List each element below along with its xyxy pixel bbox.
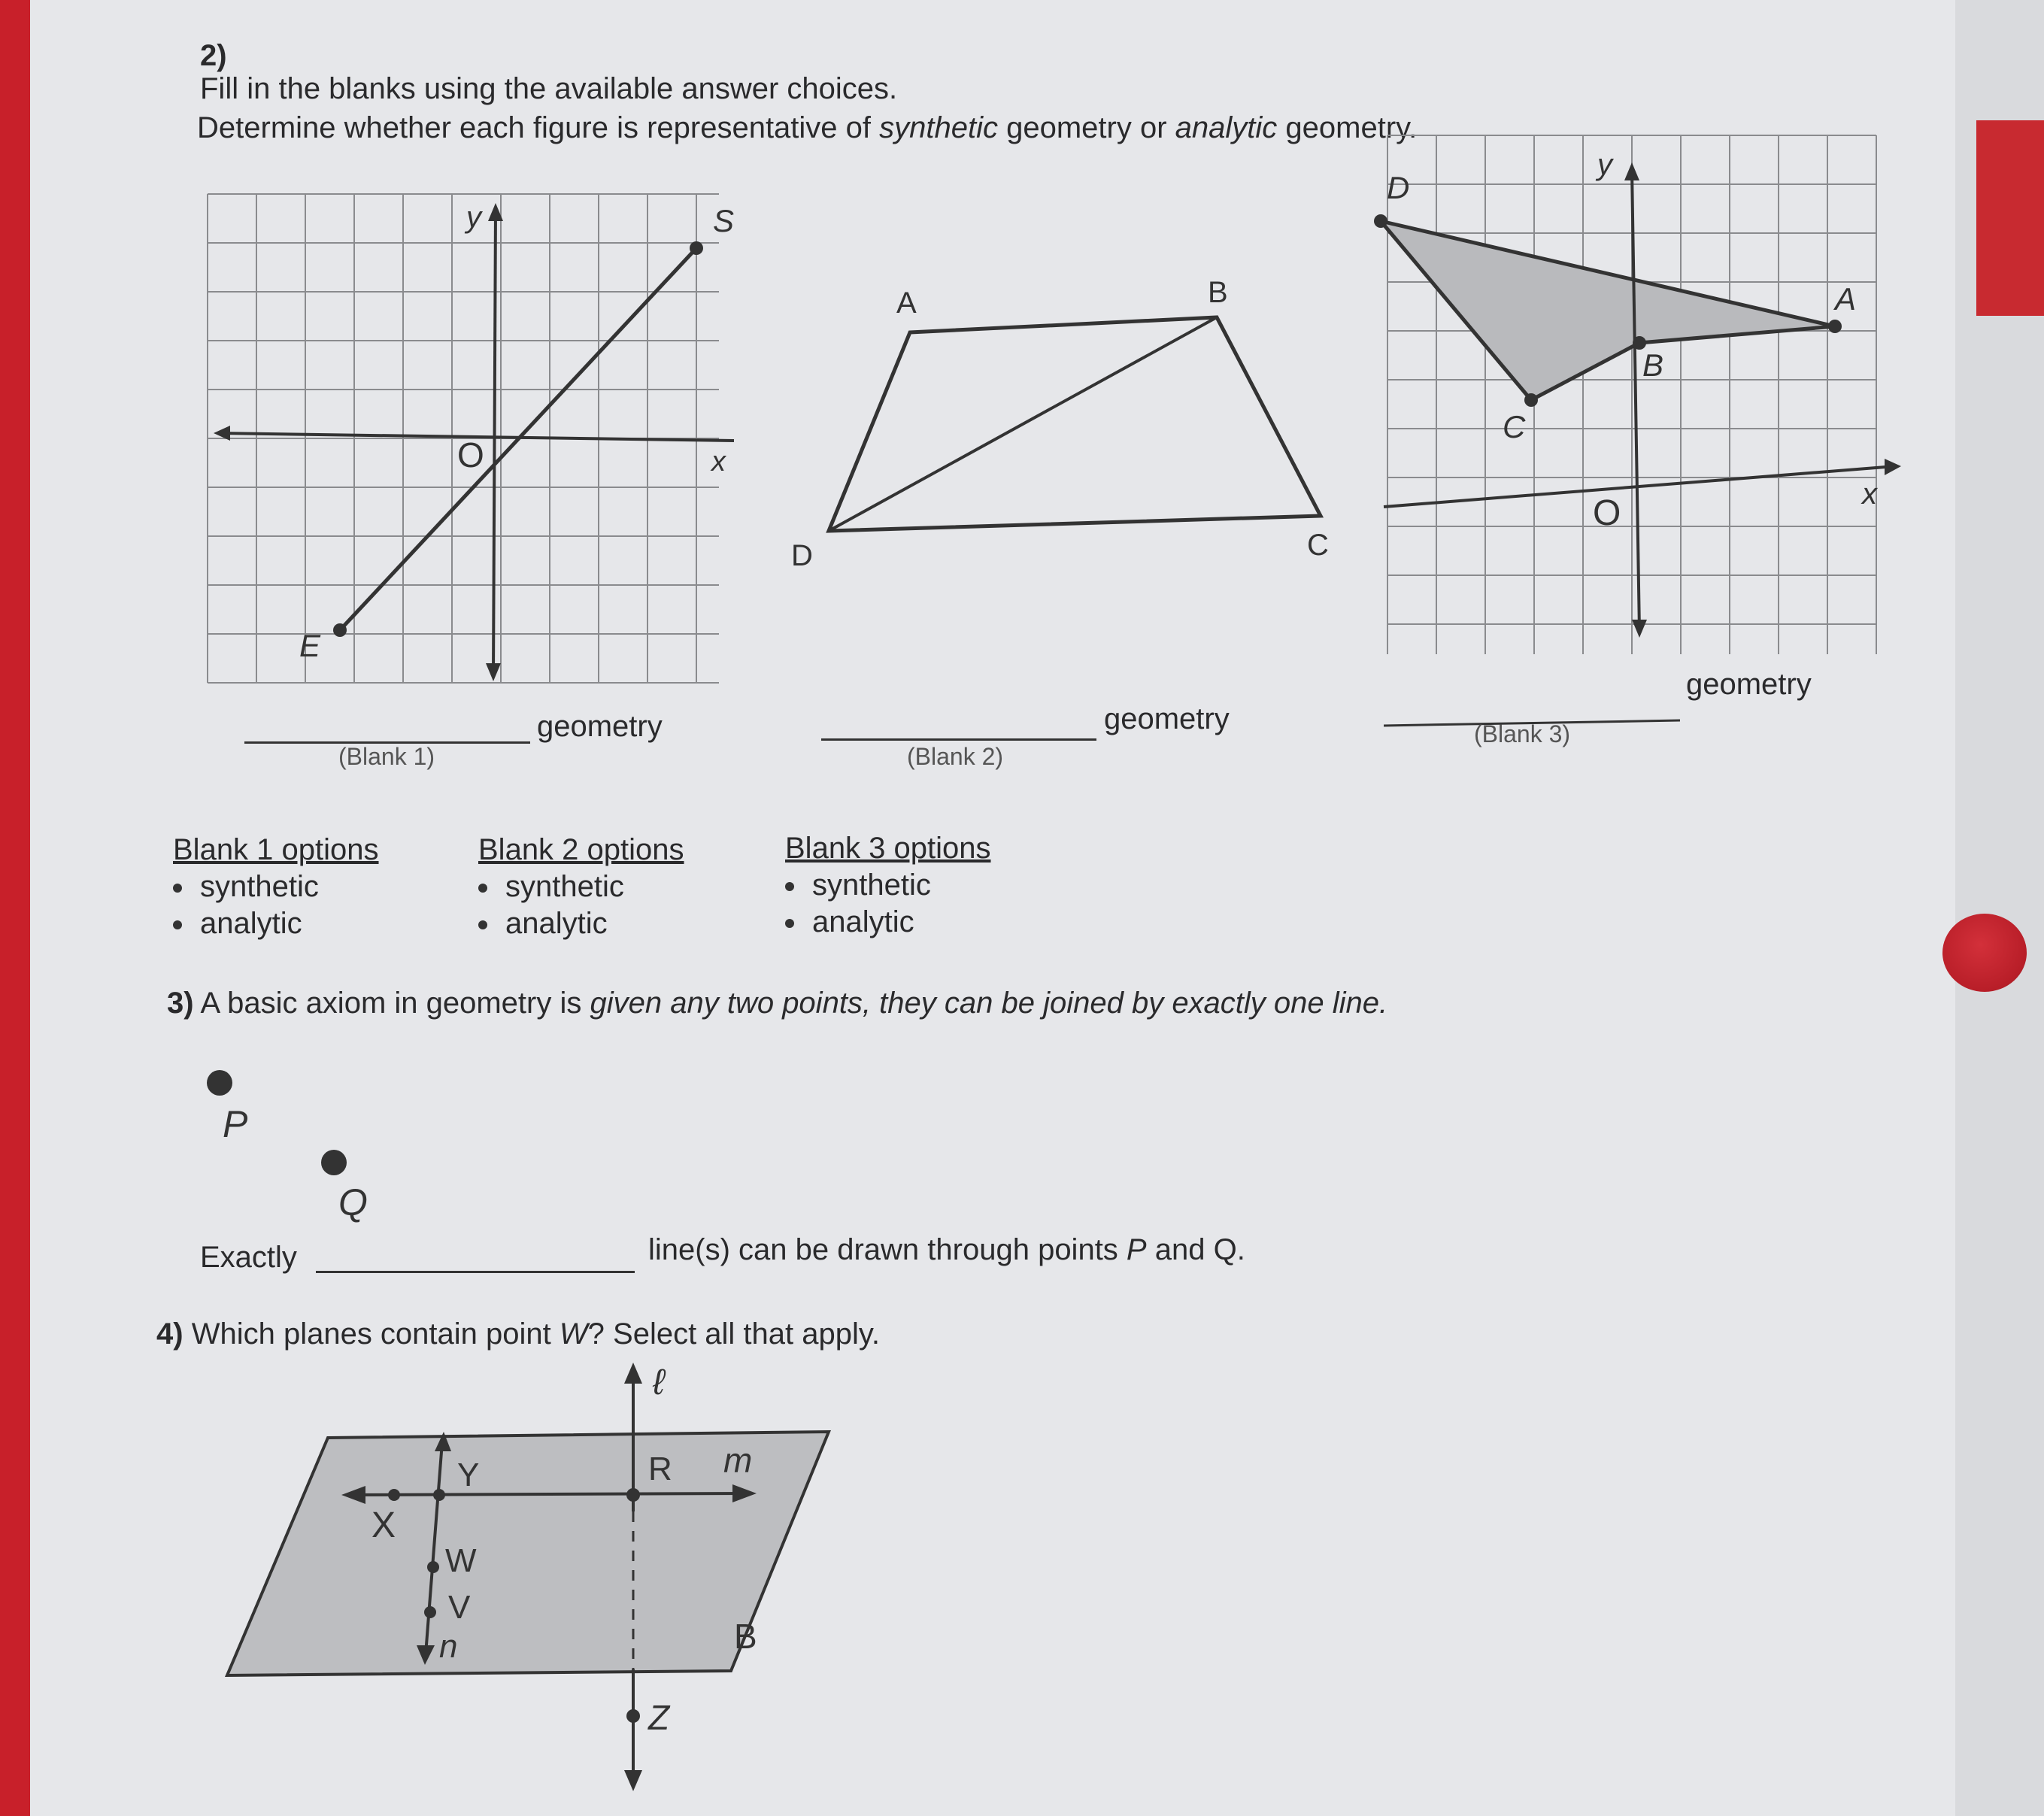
q4-v-label: V [448, 1589, 471, 1626]
q3-point-q [321, 1150, 347, 1175]
bullet-icon [173, 884, 182, 893]
q4-point-x [388, 1489, 400, 1501]
q3-lead: A basic axiom in geometry is [200, 987, 590, 1020]
q4-line-l-arrow-down [624, 1770, 642, 1791]
q3-rest [648, 1233, 1245, 1267]
blank1-option-analytic[interactable] [173, 907, 379, 941]
blank2-line[interactable] [821, 738, 1096, 741]
q4-m-label: m [723, 1441, 753, 1480]
q3-rest-and: and [1146, 1233, 1214, 1266]
q3-number: 3) [167, 987, 194, 1020]
figure1-point-e [333, 623, 347, 637]
blank3-geometry: geometry [1686, 668, 1812, 701]
q4-n-label: n [439, 1628, 458, 1665]
q4-line-m [349, 1493, 748, 1495]
figure1-y-axis [493, 209, 496, 675]
bullet-icon [478, 884, 487, 893]
q3-rest-period: . [1236, 1233, 1245, 1266]
blank2-label: (Blank 2) [907, 743, 1004, 770]
blank1-geometry: geometry [537, 710, 663, 743]
figure2-d-label: D [791, 539, 813, 572]
q4-z-label: Z [648, 1698, 670, 1737]
q4-r-label: R [648, 1451, 672, 1487]
figure3-x-axis-arrow [1885, 459, 1901, 475]
figure2-diagonal-db [829, 317, 1217, 531]
q3-rest-q: Q [1213, 1233, 1237, 1266]
figure3-point-d [1374, 214, 1387, 228]
blank1-options-title: Blank 1 options [173, 833, 379, 866]
q3-answer-line[interactable] [316, 1271, 635, 1273]
blank3-option-synthetic-text: synthetic [812, 869, 931, 902]
bullet-icon [173, 920, 182, 929]
blank1-option-synthetic[interactable] [173, 870, 379, 904]
figure3-x-axis [1384, 466, 1895, 507]
figure2-b-label: B [1208, 276, 1228, 309]
figure1-y-axis-arrow-down [486, 663, 501, 681]
q4-y-label: Y [457, 1457, 480, 1493]
blank2-options [478, 833, 684, 941]
bullet-icon [785, 919, 794, 928]
blank2-option-analytic-text: analytic [505, 907, 608, 940]
bullet-icon [785, 882, 794, 891]
figure1-s-label: S [713, 203, 735, 238]
blank1-option-synthetic-text: synthetic [200, 870, 319, 903]
q3-rest-a: line(s) can be drawn through points [648, 1233, 1127, 1266]
q3-point-p [207, 1070, 232, 1096]
figure3-c-label: C [1503, 409, 1526, 444]
q2-prompt-lead: Determine whether each figure is representative of [197, 111, 880, 144]
bullet-icon [478, 920, 487, 929]
figure2-c-label: C [1307, 529, 1329, 562]
blank2-option-synthetic-text: synthetic [505, 870, 624, 903]
q4-number: 4) [156, 1317, 183, 1351]
figure1-coordinate-line [208, 194, 735, 683]
q2-prompt-end: geometry. [1277, 111, 1418, 144]
q4-point-y [433, 1489, 445, 1501]
figure3-point-a [1828, 320, 1842, 333]
blank2-geometry: geometry [1104, 702, 1230, 735]
figure3-d-label: D [1387, 170, 1410, 205]
q4-w-label: W [445, 1542, 477, 1579]
punch-hole [1942, 914, 2027, 992]
figure1-e-label: E [299, 628, 321, 663]
blank1-label: (Blank 1) [338, 743, 435, 770]
figure3-y-axis-arrow-down [1632, 620, 1647, 638]
worksheet-page [30, 0, 1955, 1816]
figure1-x-label: x [711, 446, 726, 477]
q3-rest-p: P [1126, 1233, 1147, 1266]
q3-exactly: Exactly [200, 1241, 297, 1274]
q4-text-a: Which planes contain point [191, 1317, 560, 1351]
figure2-trapezoid-shape [829, 317, 1321, 531]
figure1-point-s [690, 241, 703, 255]
q2-number: 2) [200, 39, 227, 72]
q2-prompt [197, 111, 1417, 145]
figure3-a-label: A [1835, 281, 1857, 317]
q4-plane-figure [188, 1354, 880, 1797]
figure3-coordinate-polygon [1354, 135, 1910, 662]
figure1-origin-label: O [457, 435, 484, 474]
q4-question [156, 1317, 880, 1351]
blank2-option-analytic[interactable] [478, 907, 684, 941]
figure3-y-axis [1632, 170, 1639, 632]
blank3-option-analytic-text: analytic [812, 905, 914, 938]
binder-edge-right [1976, 120, 2044, 316]
q4-x-label: X [371, 1505, 396, 1545]
figure2-trapezoid [760, 271, 1346, 587]
q3-statement [167, 987, 1387, 1020]
blank3-options-title: Blank 3 options [785, 832, 991, 865]
q4-point-z [626, 1709, 640, 1723]
q2-prompt-analytic: analytic [1175, 111, 1278, 144]
blank2-options-title: Blank 2 options [478, 833, 684, 866]
q4-point-r [626, 1488, 640, 1502]
blank3-label: (Blank 3) [1474, 720, 1571, 747]
figure3-y-axis-arrow-up [1624, 162, 1639, 180]
blank1-option-analytic-text: analytic [200, 907, 302, 940]
blank3-options [785, 832, 991, 939]
q4-b-label: B [734, 1617, 757, 1656]
blank2-option-synthetic[interactable] [478, 870, 684, 904]
figure3-origin-label: O [1593, 493, 1621, 533]
q2-instruction: Fill in the blanks using the available answer choices. [200, 72, 898, 105]
q4-point-w [427, 1561, 439, 1573]
figure1-y-label: y [466, 201, 481, 234]
figure2-a-label: A [896, 286, 917, 320]
q4-line-l-arrow-up [624, 1363, 642, 1384]
q3-axiom: given any two points, they can be joined by exactly one line. [590, 987, 1388, 1020]
q4-w: W [559, 1317, 588, 1351]
figure3-point-c [1524, 393, 1538, 407]
q3-p-label: P [223, 1103, 248, 1145]
blank3-option-synthetic[interactable] [785, 869, 991, 902]
q3-q-label: Q [338, 1181, 368, 1223]
q2-prompt-mid: geometry or [998, 111, 1175, 144]
figure3-y-label: y [1597, 148, 1612, 181]
figure3-b-label: B [1642, 347, 1664, 383]
figure3-x-label: x [1862, 477, 1877, 511]
q4-text-b: ? Select all that apply. [587, 1317, 881, 1351]
blank3-option-analytic[interactable] [785, 905, 991, 939]
blank1-options [173, 833, 379, 941]
binder-edge [0, 0, 30, 1816]
q2-prompt-synthetic: synthetic [879, 111, 998, 144]
q4-l-label: ℓ [653, 1363, 665, 1402]
q4-point-v [424, 1606, 436, 1618]
q3-points-figure [196, 1060, 421, 1226]
